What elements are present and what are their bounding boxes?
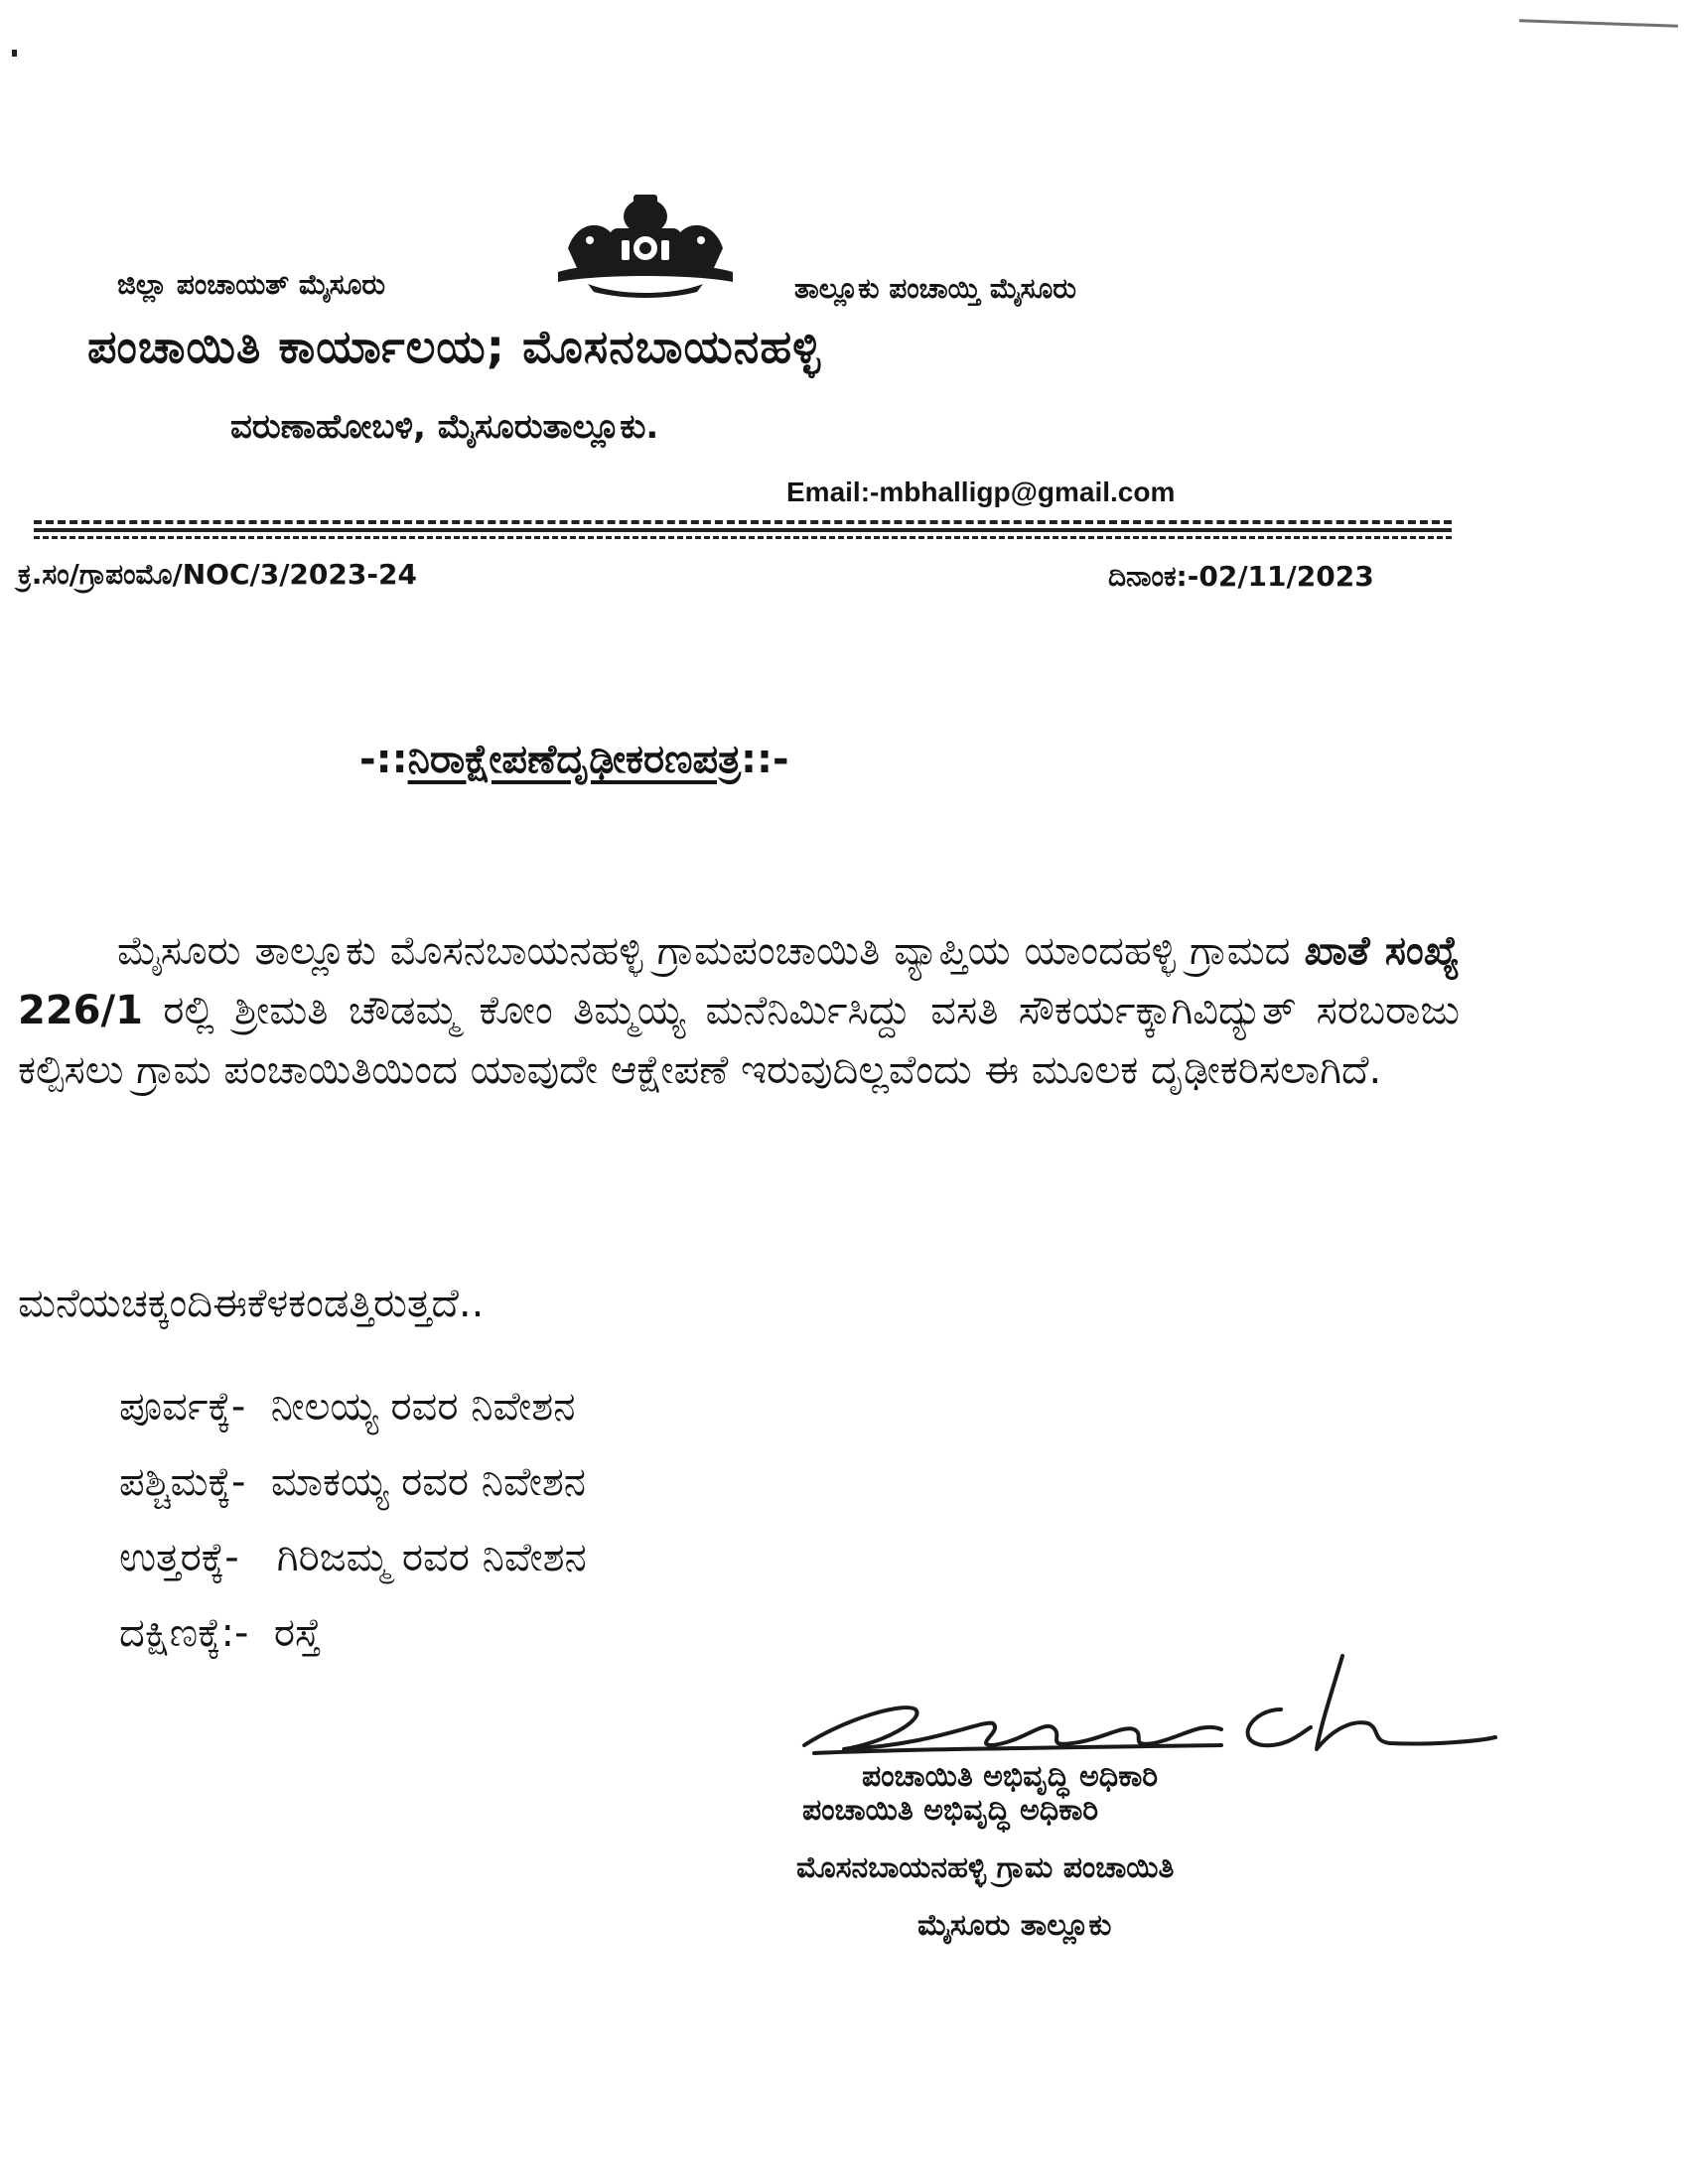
boundary-direction: ಪಶ್ಚಿಮಕ್ಕೆ- [119, 1459, 246, 1505]
letter-date: ದಿನಾಂಕ:-02/11/2023 [1108, 560, 1374, 593]
subject-heading [359, 737, 789, 782]
boundary-value: ಗಿರಿಜಮ್ಮ ರವರ ನಿವೇಶನ [276, 1535, 587, 1580]
signatory-panchayat: ಮೊಸನಬಾಯನಹಳ್ಳಿ ಗ್ರಾಮ ಪಂಚಾಯಿತಿ [796, 1850, 1175, 1885]
header-divider-dashed [34, 520, 1452, 524]
boundary-direction: ಪೂರ್ವಕ್ಕೆ- [119, 1384, 246, 1430]
karnataka-emblem-icon [548, 189, 743, 300]
header-divider-solid [34, 528, 1452, 532]
scan-artifact-dot [12, 50, 17, 57]
subject-title: ನಿರಾಕ್ಷೇಪಣೆದೃಢೀಕರಣಪತ್ರ [407, 737, 742, 782]
office-title: ಪಂಚಾಯಿತಿ ಕಾರ್ಯಾಲಯ; ಮೊಸನಬಾಯನಹಳ್ಳಿ [87, 320, 822, 373]
signatory-designation: ಪಂಚಾಯಿತಿ ಅಭಿವೃದ್ಧಿ ಅಧಿಕಾರಿ [802, 1793, 1099, 1828]
stamp-designation-upper: ಪಂಚಾಯಿತಿ ಅಭಿವೃದ್ಧಿ ಅಧಿಕಾರಿ [862, 1759, 1159, 1794]
taluk-panchayat-label: ತಾಲ್ಲೂಕು ಪಂಚಾಯ್ತಿ ಮೈಸೂರು [794, 272, 1076, 305]
scan-artifact-line [1519, 19, 1678, 28]
boundary-value: ರಸ್ತೆ [273, 1610, 322, 1656]
boundary-south [119, 1610, 321, 1656]
office-email: Email:-mbhalligp@gmail.com [786, 477, 1176, 507]
boundary-value: ಮಾಕಯ್ಯ ರವರ ನಿವೇಶನ [270, 1459, 586, 1505]
reference-number: ಕ್ರ.ಸಂ/ಗ್ರಾಪಂಮೊ/NOC/3/2023-24 [18, 558, 417, 591]
body-account-number: ಖಾತೆ ಸಂಖ್ಯೆ 226/1 [18, 928, 1460, 1033]
subject-prefix: -:: [359, 737, 408, 782]
boundary-north [119, 1535, 587, 1580]
district-panchayat-label: ಜಿಲ್ಲಾ ಪಂಚಾಯತ್ ಮೈಸೂರು [117, 268, 386, 301]
body-text-part2: ರಲ್ಲಿ ಶ್ರೀಮತಿ ಚೌಡಮ್ಮ ಕೋಂ ತಿಮ್ಮಯ್ಯ ಮನೆನಿರ್ಮಿಸಿದ್ದು ವಸತಿ ಸೌಕರ್ಯಕ್ಕಾಗಿವಿದ್ಯುತ್ ಸರಬರಾಜು ಕಲ್ಪಿಸಲು ಗ್ರಾಮ ಪಂಚಾಯಿತಿಯಿಂದ ಯಾವುದೇ ಆಕ್ಷೇಪಣೆ ಇರುವುದಿಲ್ಲವೆಂದು ಈ ಮೂಲಕ ದೃಢೀಕರಿಸಲಾಗಿದೆ. [18, 988, 1461, 1093]
body-paragraph [18, 921, 1460, 1100]
boundary-direction: ದಕ್ಷಿಣಕ್ಕೆ:- [119, 1610, 249, 1656]
header-divider-dashed-lower [34, 536, 1452, 539]
boundary-value: ನೀಲಯ್ಯ ರವರ ನಿವೇಶನ [270, 1384, 576, 1430]
boundaries-intro: ಮನೆಯಚಕ್ಕಂದಿಈಕೆಳಕಂಡತ್ತಿರುತ್ತದೆ.. [18, 1281, 485, 1326]
boundary-east [119, 1384, 575, 1430]
boundary-direction: ಉತ್ತರಕ್ಕೆ- [119, 1535, 239, 1580]
subject-suffix: ::- [741, 737, 789, 782]
boundary-west [119, 1459, 586, 1505]
handwritten-signature-icon [784, 1650, 1499, 1759]
body-text-part1: ಮೈಸೂರು ತಾಲ್ಲೂಕು ಮೊಸನಬಾಯನಹಳ್ಳಿ ಗ್ರಾಮಪಂಚಾಯಿತಿ ವ್ಯಾಪ್ತಿಯ ಯಾಂದಹಳ್ಳಿ ಗ್ರಾಮದ [117, 928, 1291, 974]
office-subtitle: ವರುಣಾಹೋಬಳಿ, ಮೈಸೂರುತಾಲ್ಲೂಕು. [230, 407, 659, 447]
signatory-taluk: ಮೈಸೂರು ತಾಲ್ಲೂಕು [917, 1908, 1112, 1943]
